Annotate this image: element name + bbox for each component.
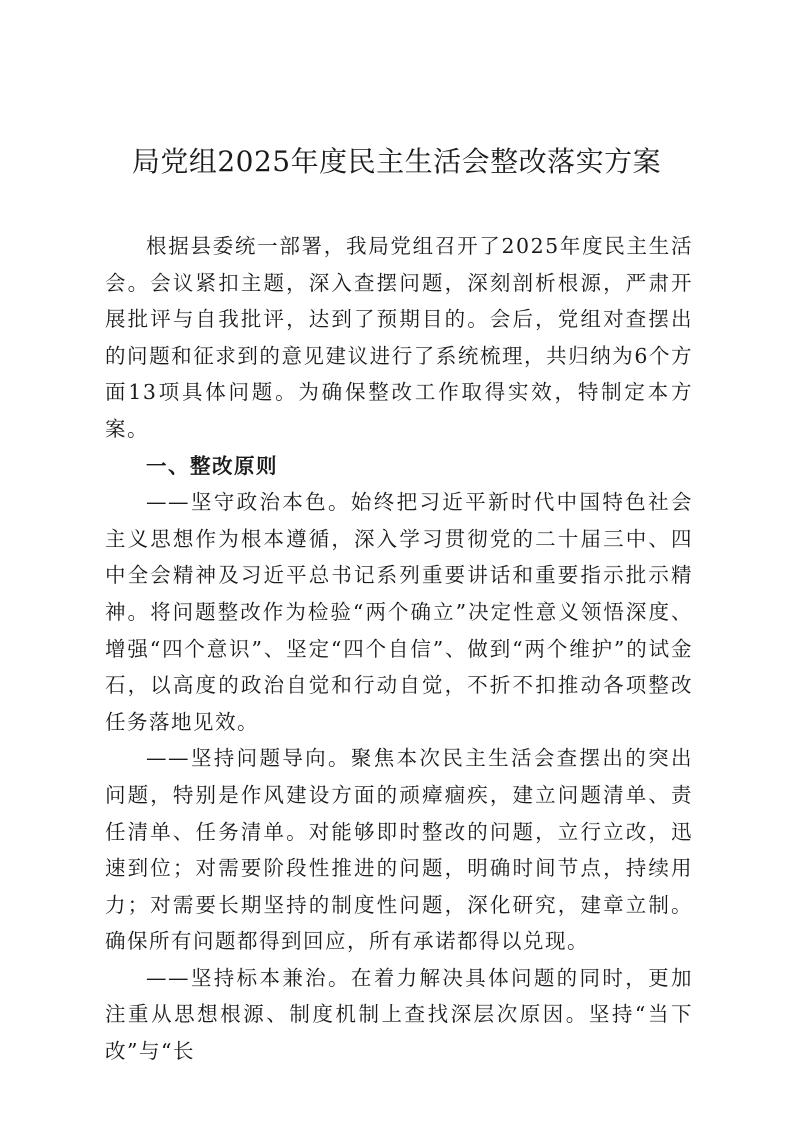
intro-paragraph: 根据县委统一部署，我局党组召开了2025年度民主生活会。会议紧扣主题，深入查摆问题，深刻剖析根源，严肃开展批评与自我批评，达到了预期目的。会后，党组对查摆出的问题和征求到的意见建议进行了系统梳理，共归纳为6个方面13项具体问题。为确保整改工作取得实效，特制定本方案。 bbox=[105, 234, 693, 441]
section-heading-principles: 一、整改原则 bbox=[146, 453, 278, 478]
principle-paragraph-root-cause: ——坚持标本兼治。在着力解决具体问题的同时，更加注重从思想根源、制度机制上查找深层次原因。坚持“当下改”与“长 bbox=[105, 965, 693, 1064]
document-body bbox=[105, 228, 693, 1070]
principle-paragraph-problem-oriented: ——坚持问题导向。聚焦本次民主生活会查摆出的突出问题，特别是作风建设方面的顽瘴痼疾，建立问题清单、责任清单、任务清单。对能够即时整改的问题，立行立改，迅速到位；对需要阶段性推进的问题，明确时间节点，持续用力；对需要长期坚持的制度性问题，深化研究，建章立制。确保所有问题都得到回应，所有承诺都得以兑现。 bbox=[105, 746, 693, 954]
principle-paragraph-political: ——坚守政治本色。始终把习近平新时代中国特色社会主义思想作为根本遵循，深入学习贯彻党的二十届三中、四中全会精神及习近平总书记系列重要讲话和重要指示批示精神。将问题整改作为检验“两个确立”决定性意义领悟深度、增强“四个意识”、坚定“四个自信”、做到“两个维护”的试金石，以高度的政治自觉和行动自觉，不折不扣推动各项整改任务落地见效。 bbox=[105, 490, 693, 734]
document-title: 局党组2025年度民主生活会整改落实方案 bbox=[131, 145, 662, 178]
